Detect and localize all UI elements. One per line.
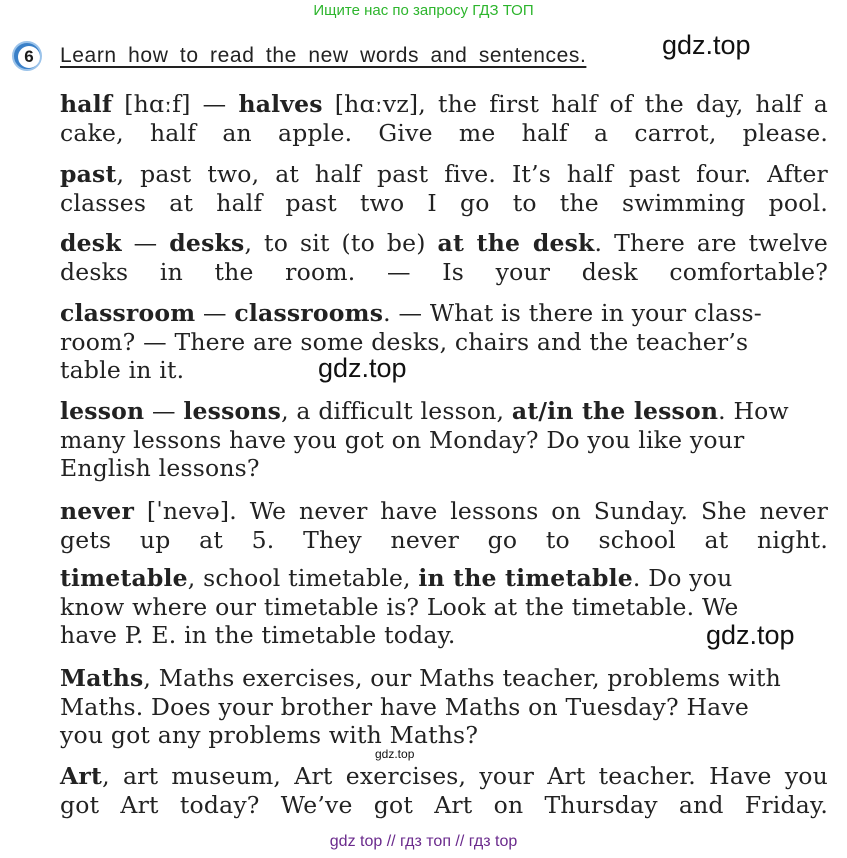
- vocab-entry-never: [60, 497, 828, 554]
- vocab-word: lessons: [183, 397, 282, 425]
- exercise-number: 6: [18, 46, 40, 68]
- vocab-word: past: [60, 160, 117, 188]
- vocab-text: many lessons have you got on Monday? Do you like your: [60, 425, 745, 454]
- vocab-entry-past: [60, 160, 828, 217]
- vocab-text: —: [195, 299, 235, 327]
- vocab-text: room? — There are some desks, chairs and the teacher’s: [60, 327, 749, 356]
- vocab-entry-classroom: [60, 299, 828, 385]
- vocab-phrase: in the timetable: [418, 564, 633, 592]
- vocab-word: Maths: [60, 664, 144, 692]
- vocab-text: table in it.: [60, 356, 185, 384]
- vocab-text: , school timetable,: [187, 564, 419, 592]
- vocab-entry-lesson: [60, 397, 828, 483]
- vocab-phrase: at/in the lesson: [511, 397, 719, 425]
- watermark: gdz.top: [662, 30, 751, 60]
- vocab-word: halves: [238, 90, 323, 118]
- vocab-word: timetable: [60, 564, 188, 592]
- vocab-entry-desk: [60, 229, 828, 286]
- watermark-small: gdz.top: [375, 747, 415, 761]
- vocab-text: gets up at 5. They never go to school at night.: [60, 525, 828, 554]
- exercise-instruction: Learn how to read the new words and sentences.: [60, 44, 587, 67]
- top-banner: Ищите нас по запросу ГДЗ ТОП: [313, 2, 534, 19]
- footer-watermark: gdz top // гдз топ // гдз top: [329, 833, 518, 850]
- vocab-text: English lessons?: [60, 454, 260, 482]
- vocab-word: classrooms: [234, 299, 384, 327]
- vocab-text: , past two, at half past five. It’s half past four. After: [116, 160, 828, 188]
- vocab-text: Maths. Does your brother have Maths on Tuesday? Have: [60, 692, 749, 721]
- vocab-text: desks in the room. — Is your desk comfortable?: [60, 257, 828, 286]
- vocab-word: desks: [169, 229, 245, 257]
- vocab-text: , Maths exercises, our Maths teacher, problems with: [143, 664, 781, 692]
- vocab-text: [hɑːvz], the first half of the day, half a: [322, 90, 828, 118]
- vocab-text: , to sit (to be): [244, 229, 438, 257]
- vocab-entry-art: [60, 762, 828, 819]
- vocab-text: got Art today? We’ve got Art on Thursday and Friday.: [60, 790, 828, 819]
- vocab-word: half: [60, 90, 113, 118]
- vocab-text: you got any problems with Maths?: [60, 721, 479, 749]
- vocab-text: —: [121, 229, 170, 257]
- vocab-text: . — What is there in your class-: [383, 299, 762, 327]
- vocab-text: [hɑːf] —: [112, 90, 239, 118]
- vocab-text: have P. E. in the timetable today.: [60, 621, 456, 649]
- vocab-word: desk: [60, 229, 122, 257]
- vocab-text: , a difficult lesson,: [281, 397, 512, 425]
- vocab-text: , art museum, Art exercises, your Art teacher. Have you: [102, 762, 828, 790]
- vocab-text: [ˈnevə]. We never have lessons on Sunday. She never: [134, 497, 828, 525]
- vocab-phrase: at the desk: [437, 229, 595, 257]
- vocab-text: . How: [718, 397, 789, 425]
- vocab-text: cake, half an apple. Give me half a carrot, please.: [60, 118, 828, 147]
- vocab-entry-half: [60, 90, 828, 147]
- vocab-word: lesson: [60, 397, 145, 425]
- vocab-word: never: [60, 497, 135, 525]
- watermark: gdz.top: [318, 353, 407, 383]
- vocab-text: . Do you: [632, 564, 733, 592]
- vocab-text: . There are twelve: [594, 229, 828, 257]
- vocab-entry-maths: [60, 664, 828, 750]
- vocab-word: Art: [60, 762, 103, 790]
- watermark: gdz.top: [706, 620, 795, 650]
- vocab-text: classes at half past two I go to the swimming pool.: [60, 188, 828, 217]
- vocab-text: —: [144, 397, 184, 425]
- vocab-word: classroom: [60, 299, 196, 327]
- vocab-text: know where our timetable is? Look at the timetable. We: [60, 592, 739, 621]
- exercise-number-badge: [12, 41, 42, 71]
